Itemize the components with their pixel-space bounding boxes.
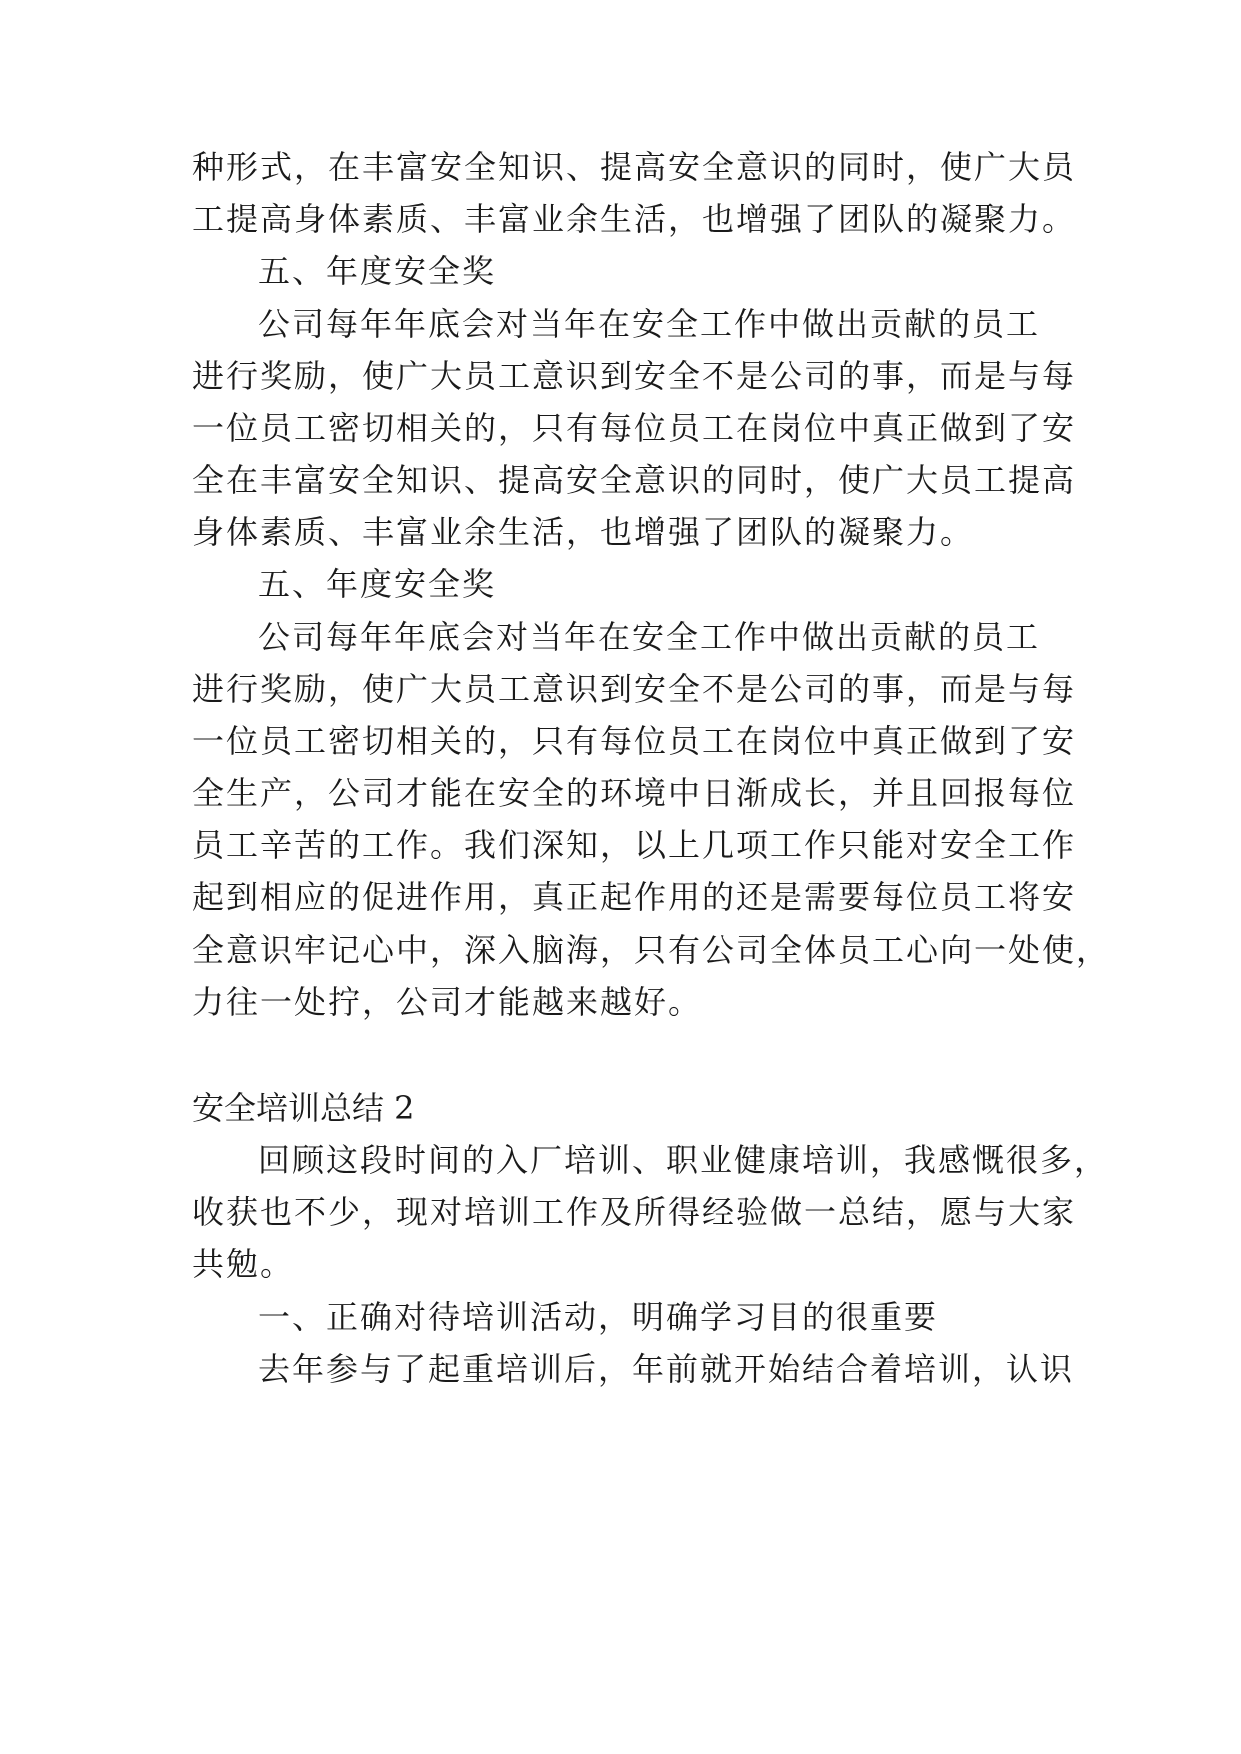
text-line: 一位员工密切相关的，只有每位员工在岗位中真正做到了安 xyxy=(192,722,1077,760)
text-line: 全意识牢记心中，深入脑海，只有公司全体员工心向一处使， xyxy=(192,931,1111,969)
text-line: 力往一处拧，公司才能越来越好。 xyxy=(192,983,703,1021)
text-line: 进行奖励，使广大员工意识到安全不是公司的事，而是与每 xyxy=(192,357,1077,395)
text-line: 身体素质、丰富业余生活，也增强了团队的凝聚力。 xyxy=(192,513,975,551)
text-line: 共勉。 xyxy=(192,1245,295,1283)
text-line: 进行奖励，使广大员工意识到安全不是公司的事，而是与每 xyxy=(192,670,1077,708)
text-line: 全在丰富安全知识、提高安全意识的同时，使广大员工提高 xyxy=(192,461,1077,499)
text-line: 收获也不少，现对培训工作及所得经验做一总结，愿与大家 xyxy=(192,1193,1077,1231)
text-line: 公司每年年底会对当年在安全工作中做出贡献的员工 xyxy=(258,305,1041,343)
article-title: 安全培训总结 2 xyxy=(192,1089,415,1127)
text-line: 去年参与了起重培训后，年前就开始结合着培训，认识 xyxy=(258,1350,1075,1388)
text-line: 一位员工密切相关的，只有每位员工在岗位中真正做到了安 xyxy=(192,409,1077,447)
text-line: 起到相应的促进作用，真正起作用的还是需要每位员工将安 xyxy=(192,878,1077,916)
section-heading: 五、年度安全奖 xyxy=(258,252,497,290)
text-line: 公司每年年底会对当年在安全工作中做出贡献的员工 xyxy=(258,618,1041,656)
text-line: 工提高身体素质、丰富业余生活，也增强了团队的凝聚力。 xyxy=(192,200,1077,238)
section-heading: 五、年度安全奖 xyxy=(258,565,497,603)
text-line: 种形式，在丰富安全知识、提高安全意识的同时，使广大员 xyxy=(192,148,1077,186)
text-line: 全生产，公司才能在安全的环境中日渐成长，并且回报每位 xyxy=(192,774,1077,812)
text-line: 员工辛苦的工作。我们深知，以上几项工作只能对安全工作 xyxy=(192,826,1077,864)
text-line: 回顾这段时间的入厂培训、职业健康培训，我感慨很多， xyxy=(258,1141,1109,1179)
section-heading: 一、正确对待培训活动，明确学习目的很重要 xyxy=(258,1298,939,1336)
